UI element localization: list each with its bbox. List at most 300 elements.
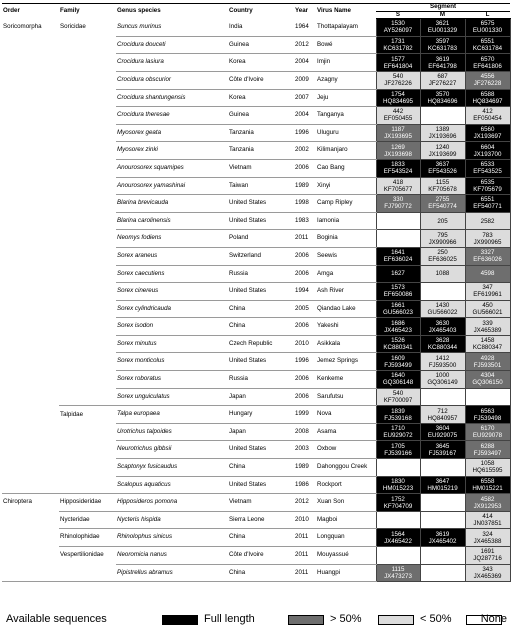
year-cell: 1986 [294, 476, 316, 494]
year-cell: 2012 [294, 36, 316, 54]
table-row [2, 230, 510, 248]
sequence-length: 6170 [480, 425, 495, 433]
year-cell: 2006 [294, 371, 316, 389]
order-cell [2, 335, 59, 353]
country-cell: United States [228, 441, 294, 459]
sequence-length: 324 [482, 530, 493, 538]
table-row [2, 54, 510, 72]
order-cell [2, 71, 59, 89]
country-cell: United States [228, 353, 294, 371]
species-cell: Blarina brevicauda [116, 195, 228, 213]
sequence-length: 6551 [480, 38, 495, 46]
species-cell: Neurotrichus gibbsii [116, 441, 228, 459]
segment-s-cell [376, 406, 420, 424]
order-cell [2, 300, 59, 318]
sequence-length: 1564 [391, 530, 405, 538]
country-cell: United States [228, 212, 294, 230]
segment-s-cell [376, 212, 420, 230]
accession-number: GQ306148 [382, 379, 414, 387]
accession-number: KC880341 [383, 344, 413, 352]
segment-m-cell [420, 388, 465, 406]
year-cell: 2005 [294, 300, 316, 318]
accession-number: JF276227 [428, 80, 457, 88]
family-cell [59, 107, 116, 125]
sequence-length: 442 [392, 108, 404, 116]
sequence-length: 1661 [391, 301, 405, 309]
order-cell [2, 265, 59, 283]
family-cell [59, 371, 116, 389]
segment-s-cell [376, 459, 420, 477]
segment-m-cell [420, 564, 465, 582]
segment-m-cell [420, 177, 465, 195]
year-cell: 1998 [294, 195, 316, 213]
segment-l-cell [465, 177, 510, 195]
country-cell: Poland [228, 230, 294, 248]
species-cell: Crocidura obscurior [116, 71, 228, 89]
accession-number: KC880347 [472, 344, 503, 352]
sequence-length: 3647 [435, 477, 450, 485]
order-cell: Chiroptera [3, 498, 32, 506]
segment-s-cell [376, 353, 420, 371]
segment-m-cell [420, 494, 465, 512]
sequence-length: 1088 [435, 270, 450, 278]
country-cell: Korea [228, 54, 294, 72]
species-cell: Neomys fodiens [116, 230, 228, 248]
table-row [2, 353, 510, 371]
order-cell [2, 353, 59, 371]
segment-m-cell [420, 36, 465, 54]
order-cell: Soricomorpha [3, 23, 42, 31]
segment-l-cell [465, 388, 510, 406]
accession-number: FJ593497 [473, 449, 502, 457]
order-cell [2, 547, 59, 565]
year-cell: 1994 [294, 283, 316, 301]
order-cell [2, 371, 59, 389]
family-cell [59, 564, 116, 582]
segment-l-cell [465, 564, 510, 582]
country-cell: Tanzania [228, 142, 294, 160]
species-cell: Sorex isodon [116, 318, 228, 336]
species-cell: Sorex cylindricauda [116, 300, 228, 318]
year-cell: 1989 [294, 459, 316, 477]
country-cell: Côte d'Ivoire [228, 547, 294, 565]
sequence-length: 3619 [435, 530, 450, 538]
order-cell [2, 476, 59, 494]
table-row [2, 177, 510, 195]
order-cell [2, 142, 59, 160]
table-row [2, 459, 510, 477]
segment-s-cell [376, 511, 420, 529]
accession-number: EF636026 [473, 256, 502, 264]
accession-number: FJ593499 [384, 361, 412, 369]
accession-number: KF704709 [383, 502, 413, 510]
family-cell [59, 300, 116, 318]
sequence-length: 205 [437, 217, 448, 225]
table-row [2, 71, 510, 89]
segment-m-cell [420, 406, 465, 424]
segment-l-cell [465, 54, 510, 72]
accession-number: EF543526 [428, 168, 457, 176]
sequence-length: 3621 [435, 20, 450, 28]
family-cell [59, 335, 116, 353]
order-cell [2, 441, 59, 459]
segment-m-cell [420, 107, 465, 125]
segment-l-cell [465, 511, 510, 529]
accession-number: EF650086 [383, 291, 413, 299]
year-cell: 2004 [294, 54, 316, 72]
sequence-length: 1839 [391, 407, 405, 415]
species-cell: Blarina carolinensis [116, 212, 228, 230]
segment-l-cell [465, 247, 510, 265]
header-species: Genus species [116, 4, 228, 19]
segment-m-cell [420, 300, 465, 318]
segment-l-cell [465, 107, 510, 125]
virus-name-cell: Kenkeme [316, 371, 376, 389]
accession-number: FJ593500 [428, 361, 457, 369]
accession-number: JX473273 [384, 572, 412, 580]
sequence-length: 6560 [480, 126, 495, 134]
table-row [2, 124, 510, 142]
segment-m-cell [420, 371, 465, 389]
accession-number: JX193698 [384, 150, 412, 158]
family-cell: Nycteridae [59, 511, 116, 529]
sequence-length: 6570 [480, 55, 495, 63]
species-cell: Talpa europaea [116, 406, 228, 424]
sequence-length: 3604 [435, 425, 450, 433]
country-cell: United States [228, 476, 294, 494]
family-cell [59, 230, 116, 248]
segment-l-cell [465, 476, 510, 494]
accession-number: EF636025 [428, 256, 457, 264]
country-cell: China [228, 300, 294, 318]
accession-number: KF705678 [428, 185, 457, 193]
segment-s-cell [376, 265, 420, 283]
species-cell: Urotrichus talpoides [116, 423, 228, 441]
segment-l-cell [465, 89, 510, 107]
order-cell [2, 89, 59, 107]
year-cell: 2011 [294, 547, 316, 565]
accession-number: JF276226 [384, 80, 412, 88]
header-segment-s: S [376, 11, 420, 19]
country-cell: Tanzania [228, 124, 294, 142]
accession-number: KF705679 [473, 185, 502, 193]
virus-name-cell: Imjin [316, 54, 376, 72]
virus-name-cell: Dahonggou Creek [316, 459, 376, 477]
sequence-length: 250 [437, 249, 448, 257]
sequence-length: 3327 [480, 249, 495, 257]
segment-s-cell [376, 529, 420, 547]
virus-name-cell: Camp Ripley [316, 195, 376, 213]
accession-number: KC880344 [427, 344, 458, 352]
segment-l-cell [465, 494, 510, 512]
segment-m-cell [420, 230, 465, 248]
segment-m-cell [420, 195, 465, 213]
family-cell: Vespertilionidae [60, 551, 104, 559]
segment-s-cell [376, 159, 420, 177]
accession-number: EU001330 [472, 27, 503, 35]
sequence-length: 1240 [435, 143, 450, 151]
accession-number: EF543524 [383, 168, 413, 176]
accession-number: EF636024 [383, 256, 413, 264]
sequence-length: 712 [437, 407, 448, 415]
accession-number: FJ790772 [384, 203, 412, 211]
family-cell [59, 265, 116, 283]
legend-label-none: None [480, 613, 507, 625]
family-cell [59, 36, 116, 54]
segment-l-cell [465, 335, 510, 353]
accession-number: JX465369 [473, 572, 502, 580]
country-cell: Japan [228, 423, 294, 441]
accession-number: EU929078 [472, 432, 503, 440]
family-cell [59, 159, 116, 177]
accession-number: FJ539167 [428, 449, 457, 457]
species-cell: Sorex caecutiens [116, 265, 228, 283]
accession-number: HM015219 [427, 484, 458, 492]
segment-m-cell [420, 459, 465, 477]
accession-number: JX193699 [428, 150, 457, 158]
virus-name-cell: Jemez Springs [316, 353, 376, 371]
order-cell [2, 388, 59, 406]
species-cell: Sorex roboratus [116, 371, 228, 389]
virus-name-cell: Longquan [316, 529, 376, 547]
segment-m-cell [420, 142, 465, 160]
family-cell: Hipposideridae [59, 494, 116, 512]
year-cell: 2006 [294, 265, 316, 283]
accession-number: EF540771 [473, 203, 502, 211]
order-cell [2, 318, 59, 336]
legend-swatch-lt50 [378, 615, 414, 625]
virus-name-cell: Asama [316, 423, 376, 441]
virus-name-cell: Jeju [316, 89, 376, 107]
table-row [2, 247, 510, 265]
order-cell [2, 177, 59, 195]
sequence-length: 6533 [480, 161, 495, 169]
segment-l-cell [465, 406, 510, 424]
sequence-length: 1526 [391, 337, 405, 345]
order-cell [2, 124, 59, 142]
segment-m-cell [420, 124, 465, 142]
table-row [2, 212, 510, 230]
sequence-length: 1269 [391, 143, 405, 151]
order-cell [2, 230, 59, 248]
year-cell: 2004 [294, 107, 316, 125]
header-segment-m: M [420, 11, 465, 19]
accession-number: GU566023 [383, 308, 413, 316]
country-cell: Hungary [228, 406, 294, 424]
family-cell [59, 212, 116, 230]
accession-number: JX465402 [428, 537, 457, 545]
sequence-length: 1412 [435, 354, 450, 362]
family-cell [59, 124, 116, 142]
table-row [2, 107, 510, 125]
sequence-length: 6588 [480, 90, 495, 98]
table-row [2, 300, 510, 318]
sequence-length: 1754 [391, 90, 405, 98]
header-order: Order [2, 4, 59, 19]
sequence-length: 1609 [391, 354, 405, 362]
virus-name-cell: Amga [316, 265, 376, 283]
table-row [2, 142, 510, 160]
segment-s-cell [376, 107, 420, 125]
accession-number: EF543525 [473, 168, 502, 176]
virus-name-cell: Sarufutsu [316, 388, 376, 406]
sequence-length: 1573 [391, 284, 405, 292]
year-cell: 1983 [294, 212, 316, 230]
accession-number: JX465388 [473, 537, 502, 545]
accession-number: KF705677 [383, 185, 413, 193]
segment-l-cell [465, 547, 510, 565]
sequence-length: 1641 [391, 249, 405, 257]
table-row [2, 89, 510, 107]
sequence-length: 347 [482, 284, 493, 292]
species-cell: Myosorex zinki [116, 142, 228, 160]
sequence-length: 3628 [435, 337, 450, 345]
segment-s-cell [376, 230, 420, 248]
order-cell [2, 195, 59, 213]
sequence-length: 1686 [391, 319, 405, 327]
segment-m-cell [420, 318, 465, 336]
accession-number: FJ539498 [473, 414, 502, 422]
sequence-length: 6535 [480, 178, 495, 186]
accession-number: JN037851 [473, 520, 502, 528]
header-family: Family [59, 4, 116, 19]
accession-number: EF641804 [383, 62, 413, 70]
segment-s-cell [376, 318, 420, 336]
sequence-length: 1830 [391, 477, 405, 485]
year-cell: 1964 [294, 19, 316, 37]
accession-number: JX465423 [384, 326, 412, 334]
table-row [2, 335, 510, 353]
table-row [2, 36, 510, 54]
family-cell [59, 388, 116, 406]
virus-name-cell: Mouyassué [316, 547, 376, 565]
segment-m-cell [420, 529, 465, 547]
segment-l-cell [465, 300, 510, 318]
year-cell: 2006 [294, 318, 316, 336]
order-cell [2, 54, 59, 72]
order-cell [2, 283, 59, 301]
sequence-length: 4556 [480, 73, 495, 81]
family-cell [59, 142, 116, 160]
accession-number: HQ615595 [472, 467, 503, 475]
sequence-length: 4304 [480, 372, 495, 380]
segment-s-cell [376, 564, 420, 582]
species-cell: Sorex cinereus [116, 283, 228, 301]
segment-m-cell [420, 335, 465, 353]
segment-s-cell [376, 371, 420, 389]
sequence-length: 6563 [480, 407, 495, 415]
accession-number: AY526097 [383, 27, 413, 35]
table-row [2, 441, 510, 459]
accession-number: EF641806 [473, 62, 502, 70]
accession-number: JX193697 [473, 133, 502, 141]
segment-l-cell [465, 371, 510, 389]
country-cell: Guinea [228, 107, 294, 125]
segment-s-cell [376, 300, 420, 318]
accession-number: KC631783 [427, 45, 458, 53]
table-row [2, 371, 510, 389]
order-cell [2, 459, 59, 477]
segment-l-cell [465, 124, 510, 142]
segment-l-cell [465, 423, 510, 441]
table-row [2, 529, 510, 547]
segment-s-cell [376, 36, 420, 54]
country-cell: Taiwan [228, 177, 294, 195]
species-cell: Sorex araneus [116, 247, 228, 265]
order-cell [2, 159, 59, 177]
accession-number: JX990965 [473, 238, 502, 246]
species-cell: Hipposideros pomona [116, 494, 228, 512]
virus-name-cell: Bowé [316, 36, 376, 54]
segment-m-cell [420, 353, 465, 371]
sequence-length: 343 [482, 565, 493, 573]
family-cell [59, 476, 116, 494]
sequence-length: 687 [437, 73, 448, 81]
sequence-length: 3637 [435, 161, 450, 169]
country-cell: Switzerland [228, 247, 294, 265]
table-row [2, 388, 510, 406]
table-row [2, 19, 510, 37]
sequence-length: 540 [392, 73, 404, 81]
species-cell: Crocidura theresae [116, 107, 228, 125]
sequence-length: 1577 [391, 55, 405, 63]
species-cell: Scalopus aquaticus [116, 476, 228, 494]
species-cell: Crocidura lasiura [116, 54, 228, 72]
segment-l-cell [465, 441, 510, 459]
segment-m-cell [420, 511, 465, 529]
virus-name-cell: Qiandao Lake [316, 300, 376, 318]
table-row [2, 564, 510, 582]
family-cell [59, 177, 116, 195]
legend-title: Available sequences [6, 613, 107, 625]
accession-number: GQ306149 [427, 379, 458, 387]
accession-number: JX465403 [428, 326, 457, 334]
sequence-length: 6575 [480, 20, 495, 28]
legend-label-full: Full length [204, 613, 255, 625]
accession-number: HM015221 [472, 484, 503, 492]
family-cell [59, 283, 116, 301]
table-row [2, 159, 510, 177]
sequence-length: 1752 [391, 495, 405, 503]
species-cell: Suncus murinus [116, 19, 228, 37]
sequence-length: 3570 [435, 90, 450, 98]
segment-l-cell [465, 142, 510, 160]
sequence-length: 1530 [391, 20, 405, 28]
year-cell: 2011 [294, 529, 316, 547]
country-cell: China [228, 459, 294, 477]
sequence-length: 1115 [391, 565, 405, 573]
sequence-length: 1389 [435, 126, 450, 134]
year-cell: 2011 [294, 564, 316, 582]
virus-name-cell: Asikkala [316, 335, 376, 353]
year-cell: 2002 [294, 142, 316, 160]
virus-name-cell: Yakeshi [316, 318, 376, 336]
species-cell: Sorex unguiculatus [116, 388, 228, 406]
order-cell [2, 406, 59, 424]
table-row [2, 406, 510, 424]
country-cell: India [228, 19, 294, 37]
sequence-length: 1731 [391, 38, 405, 46]
species-cell: Crocidura shantungensis [116, 89, 228, 107]
family-cell [59, 423, 116, 441]
virus-name-cell: Xinyi [316, 177, 376, 195]
sequence-length: 418 [392, 178, 404, 186]
sequence-length: 1000 [435, 372, 450, 380]
year-cell: 2007 [294, 89, 316, 107]
order-cell [2, 511, 59, 529]
family-cell [59, 459, 116, 477]
segment-m-cell [420, 89, 465, 107]
